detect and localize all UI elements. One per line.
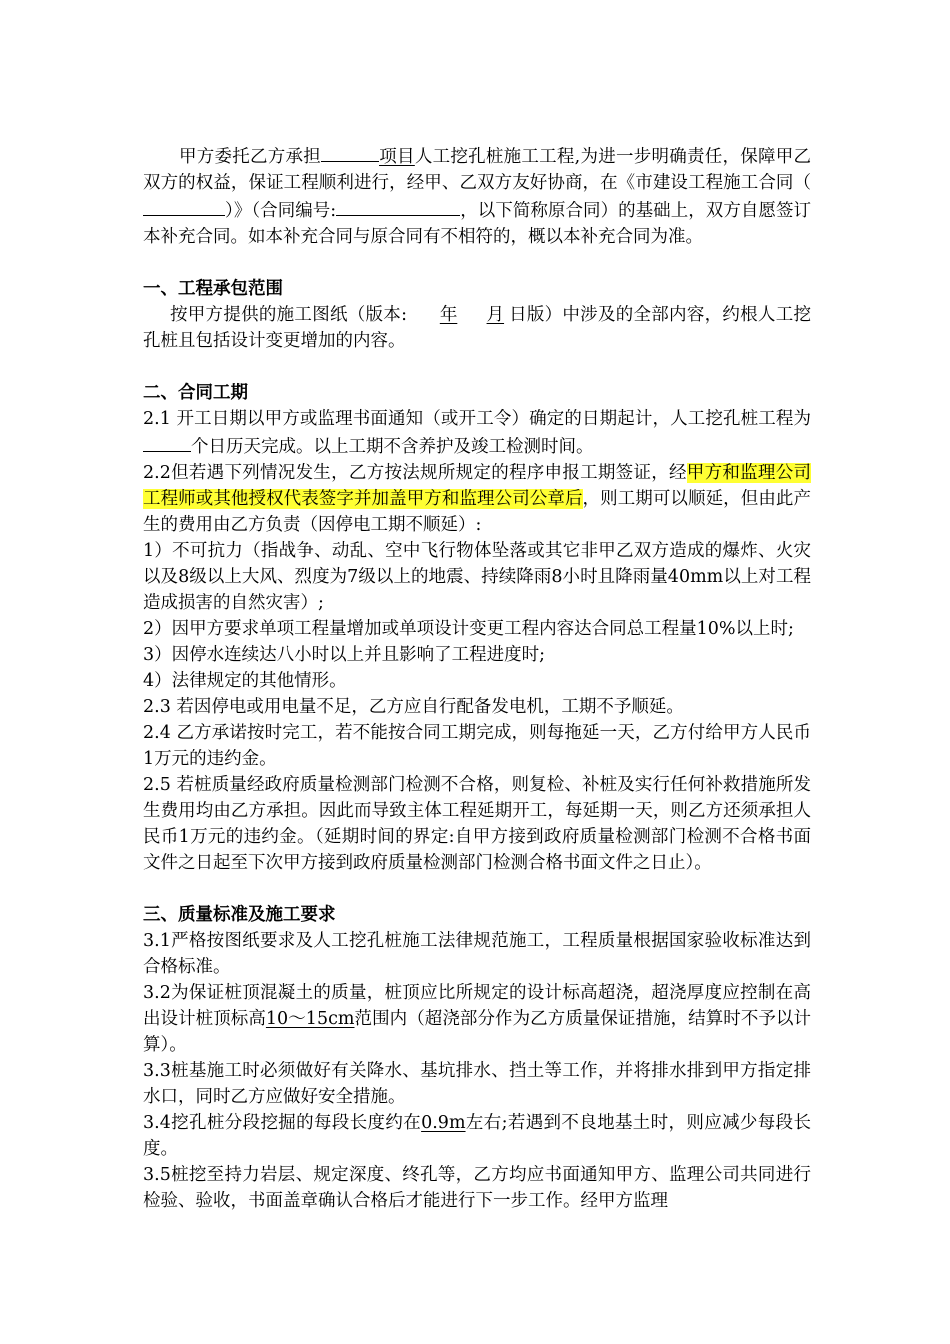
clause-2-5: 2.5 若桩质量经政府质量检测部门检测不合格，则复检、补桩及实行任何补救措施所发生费用均由乙方承担。因此而导致主体工程延期开工，每延期一天，则乙方还须承担人民币1万元的违约金。（延期时间的界定:自甲方接到政府质量检测部门检测不合格书面文件之日起至下次甲方接到政府质量检测部门检测合格书面文件之日止）。	[143, 775, 811, 873]
clause-3-2: 3.2为保证桩顶混凝土的质量，桩顶应比所规定的设计标高超浇，超浇厚度应控制在高出设计桩顶标高10～15cm范围内（超浇部分作为乙方质量保证措施，结算时不予以计算）。	[143, 983, 812, 1055]
scope-text-1: 按甲方提供的施工图纸（版本:	[170, 305, 407, 325]
scope-text-2: 日版）中涉及的全部内容，约根人工挖孔桩且包括设计变更增加的内容。	[143, 305, 811, 351]
clause-2-4: 2.4 乙方承诺按时完工，若不能按合同工期完成，则每拖延一天，乙方付给甲方人民币1万元的违约金。	[143, 723, 811, 769]
days-blank	[143, 432, 191, 452]
section-1-paragraph	[143, 302, 811, 354]
intro-text-3: ）》（合同编号:	[225, 201, 337, 221]
clause-3-5: 3.5桩挖至持力岩层、规定深度、终孔等，乙方均应书面通知甲方、监理公司共同进行检验、验收，书面盖章确认合格后才能进行下一步工作。经甲方监理	[143, 1165, 811, 1211]
contract-number-blank	[336, 196, 460, 216]
section-2-heading: 二、合同工期	[143, 383, 248, 403]
section-3-heading: 三、质量标准及施工要求	[143, 905, 336, 925]
month-blank: 月	[486, 305, 505, 325]
clause-2-2-item-3: 3）因停水连续达八小时以上并且影响了工程进度时;	[143, 645, 546, 665]
clause-2-2-item-2: 2）因甲方要求单项工程量增加或单项设计变更工程内容达合同总工程量10%以上时;	[143, 619, 794, 639]
year-blank: 年	[439, 305, 458, 325]
clause-2-2-item-1: 1）不可抗力（指战争、动乱、空中飞行物体坠落或其它非甲乙双方造成的爆炸、火灾以及8级以上大风、烈度为7级以上的地震、持续降雨8小时且降雨量40mm以上对工程造成损害的自然灾害）;	[143, 541, 811, 613]
clause-2-2: 2.2但若遇下列情况发生，乙方按法规所规定的程序申报工期签证，经甲方和监理公司工程师或其他授权代表签字并加盖甲方和监理公司公章后，则工期可以顺延，但由此产生的费用由乙方负责（因停电工期不顺延）:	[143, 463, 812, 535]
project-name-blank	[321, 142, 379, 162]
clause-3-4: 3.4挖孔桩分段挖掘的每段长度约在0.9m左右;若遇到不良地基土时，则应减少每段长度。	[143, 1113, 811, 1159]
clause-2-2-item-4: 4）法律规定的其他情形。	[143, 671, 347, 691]
document-page	[143, 142, 811, 1214]
project-label: 项目	[379, 147, 415, 167]
clause-2-3: 2.3 若因停电或用电量不足，乙方应自行配备发电机，工期不予顺延。	[143, 697, 684, 717]
clause-3-3: 3.3桩基施工时必须做好有关降水、基坑排水、挡土等工作，并将排水排到甲方指定排水口，同时乙方应做好安全措施。	[143, 1061, 811, 1107]
intro-text-4: ，以下简称原合同）的基础上，双方自愿签订本补充合同。如本补充合同与原合同有不相符的，概以本补充合同为准。	[143, 201, 811, 247]
intro-paragraph	[143, 142, 811, 250]
intro-text-1: 甲方委托乙方承担	[179, 147, 322, 167]
clause-2-1: 2.1 开工日期以甲方或监理书面通知（或开工令）确定的日期起计，人工挖孔桩工程为个日历天完成。以上工期不含养护及竣工检测时间。	[143, 409, 811, 457]
intro-text-2: 人工挖孔桩施工工程,为进一步明确责任，保障甲乙双方的权益，保证工程顺利进行，经甲、乙双方友好协商，在《市建设工程施工合同（	[143, 147, 812, 193]
highlighted-text: 甲方和监理公司工程师或其他授权代表签字并加盖甲方和监理公司公章后	[143, 463, 811, 509]
clause-3-1: 3.1严格按图纸要求及人工挖孔桩施工法律规范施工，工程质量根据国家验收标准达到合格标准。	[143, 931, 811, 977]
contract-name-blank	[143, 196, 225, 216]
overpour-range: 10～15cm	[265, 1009, 355, 1029]
segment-length: 0.9m	[421, 1113, 466, 1133]
section-1-heading: 一、工程承包范围	[143, 279, 283, 299]
